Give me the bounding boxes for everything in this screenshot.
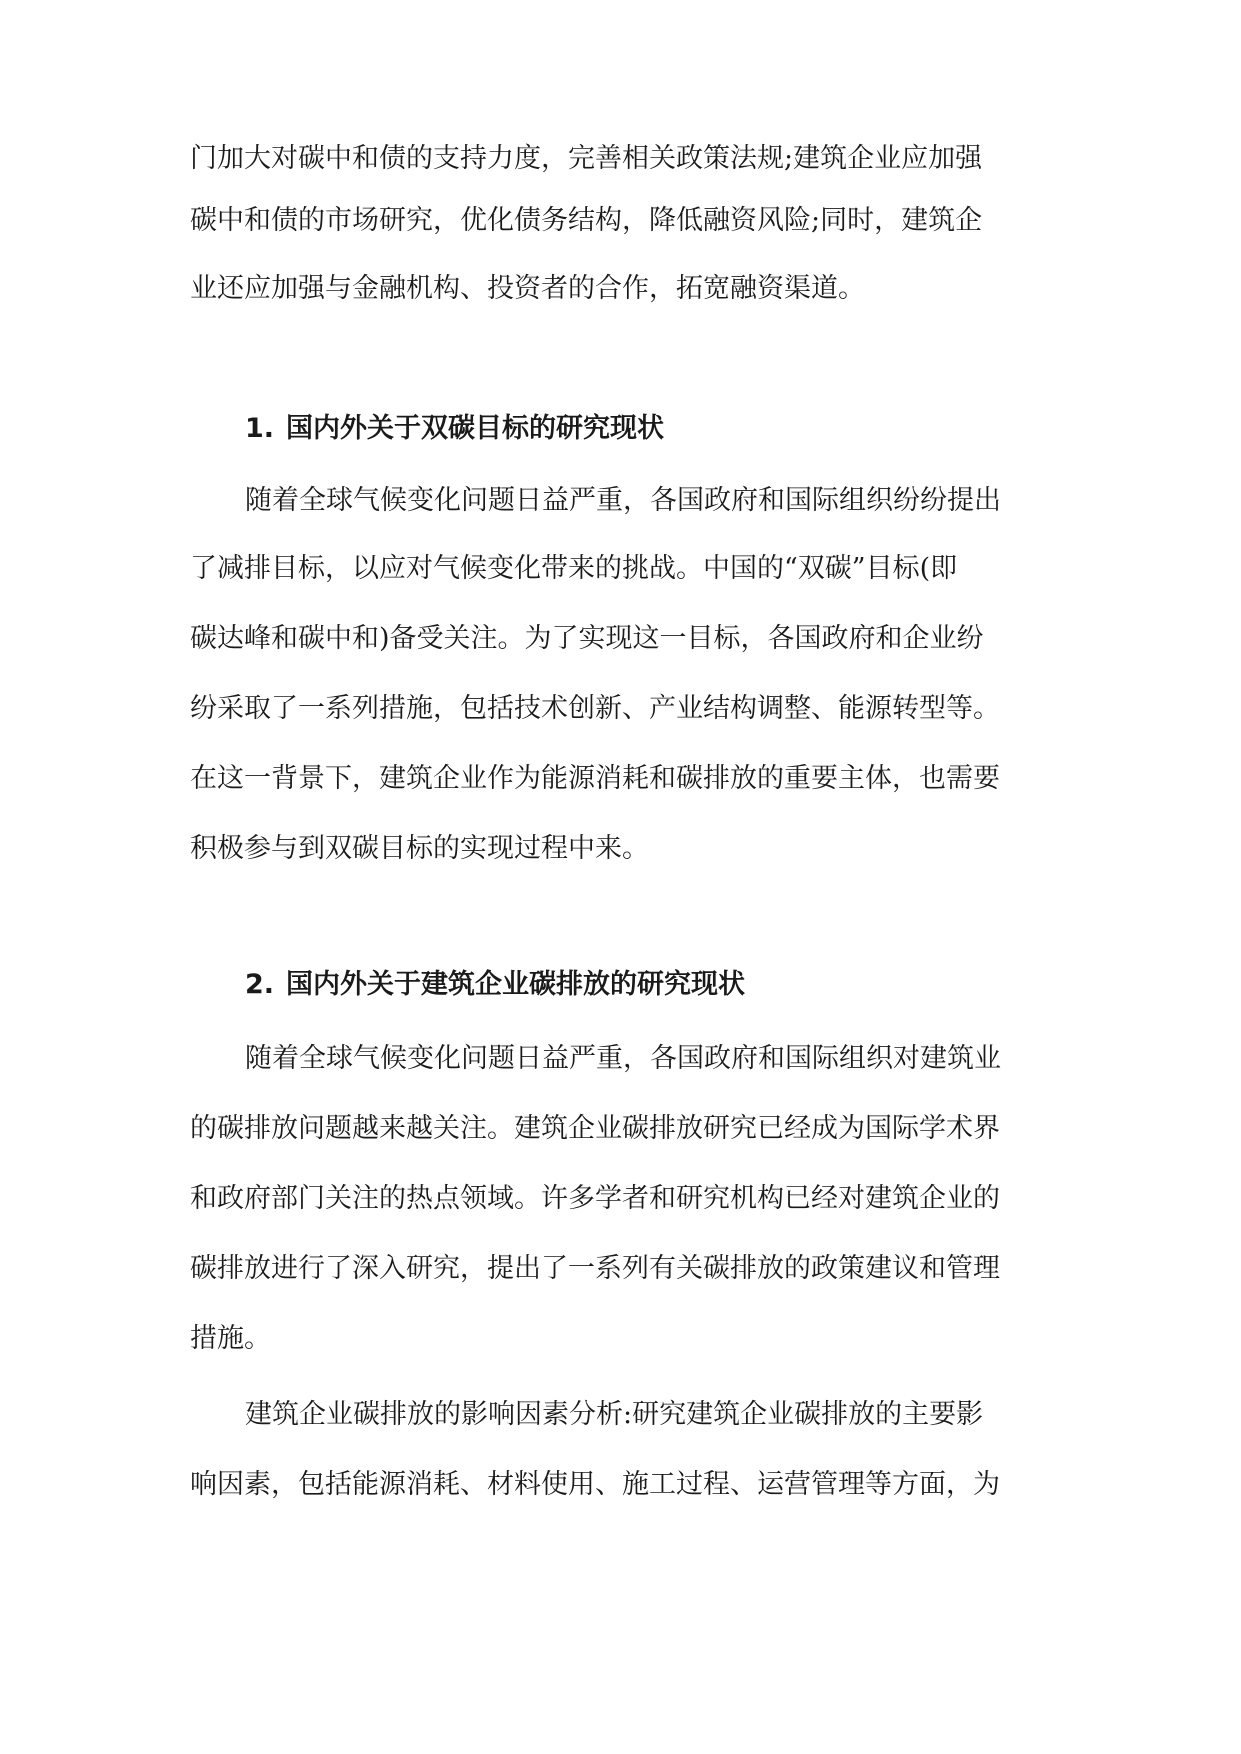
section1-line-4: 纷采取了一系列措施，包括技术创新、产业结构调整、能源转型等。 bbox=[190, 693, 1000, 724]
section2-title: 国内外关于建筑企业碳排放的研究现状 bbox=[286, 969, 746, 1000]
section2-heading bbox=[245, 968, 745, 1002]
section2-p2-line-2: 响因素，包括能源消耗、材料使用、施工过程、运营管理等方面，为 bbox=[190, 1469, 1000, 1500]
section2-p2-line-1: 建筑企业碳排放的影响因素分析:研究建筑企业碳排放的主要影 bbox=[245, 1399, 984, 1430]
section1-line-1: 随着全球气候变化问题日益严重，各国政府和国际组织纷纷提出 bbox=[245, 485, 1001, 516]
section1-line-3: 碳达峰和碳中和)备受关注。为了实现这一目标，各国政府和企业纷 bbox=[190, 623, 984, 654]
section1-line-6: 积极参与到双碳目标的实现过程中来。 bbox=[190, 833, 649, 864]
section2-p1-line-2: 的碳排放问题越来越关注。建筑企业碳排放研究已经成为国际学术界 bbox=[190, 1113, 1000, 1144]
section1-line-2: 了减排目标，以应对气候变化带来的挑战。中国的“双碳”目标(即 bbox=[190, 553, 958, 584]
section2-p1-line-3: 和政府部门关注的热点领域。许多学者和研究机构已经对建筑企业的 bbox=[190, 1183, 1000, 1214]
section1-line-5: 在这一背景下，建筑企业作为能源消耗和碳排放的重要主体，也需要 bbox=[190, 763, 1000, 794]
section2-number: 2. bbox=[245, 969, 275, 1000]
section2-p1-line-1: 随着全球气候变化问题日益严重，各国政府和国际组织对建筑业 bbox=[245, 1043, 1001, 1074]
intro-line-1: 门加大对碳中和债的支持力度，完善相关政策法规;建筑企业应加强 bbox=[190, 143, 983, 174]
section2-p1-line-5: 措施。 bbox=[190, 1323, 271, 1354]
section1-number: 1. bbox=[245, 413, 275, 444]
intro-line-3: 业还应加强与金融机构、投资者的合作，拓宽融资渠道。 bbox=[190, 273, 865, 304]
section1-title: 国内外关于双碳目标的研究现状 bbox=[286, 413, 665, 444]
section2-p1-line-4: 碳排放进行了深入研究，提出了一系列有关碳排放的政策建议和管理 bbox=[190, 1253, 1000, 1284]
section1-heading bbox=[245, 412, 664, 446]
intro-line-2: 碳中和债的市场研究，优化债务结构，降低融资风险;同时，建筑企 bbox=[190, 205, 983, 236]
